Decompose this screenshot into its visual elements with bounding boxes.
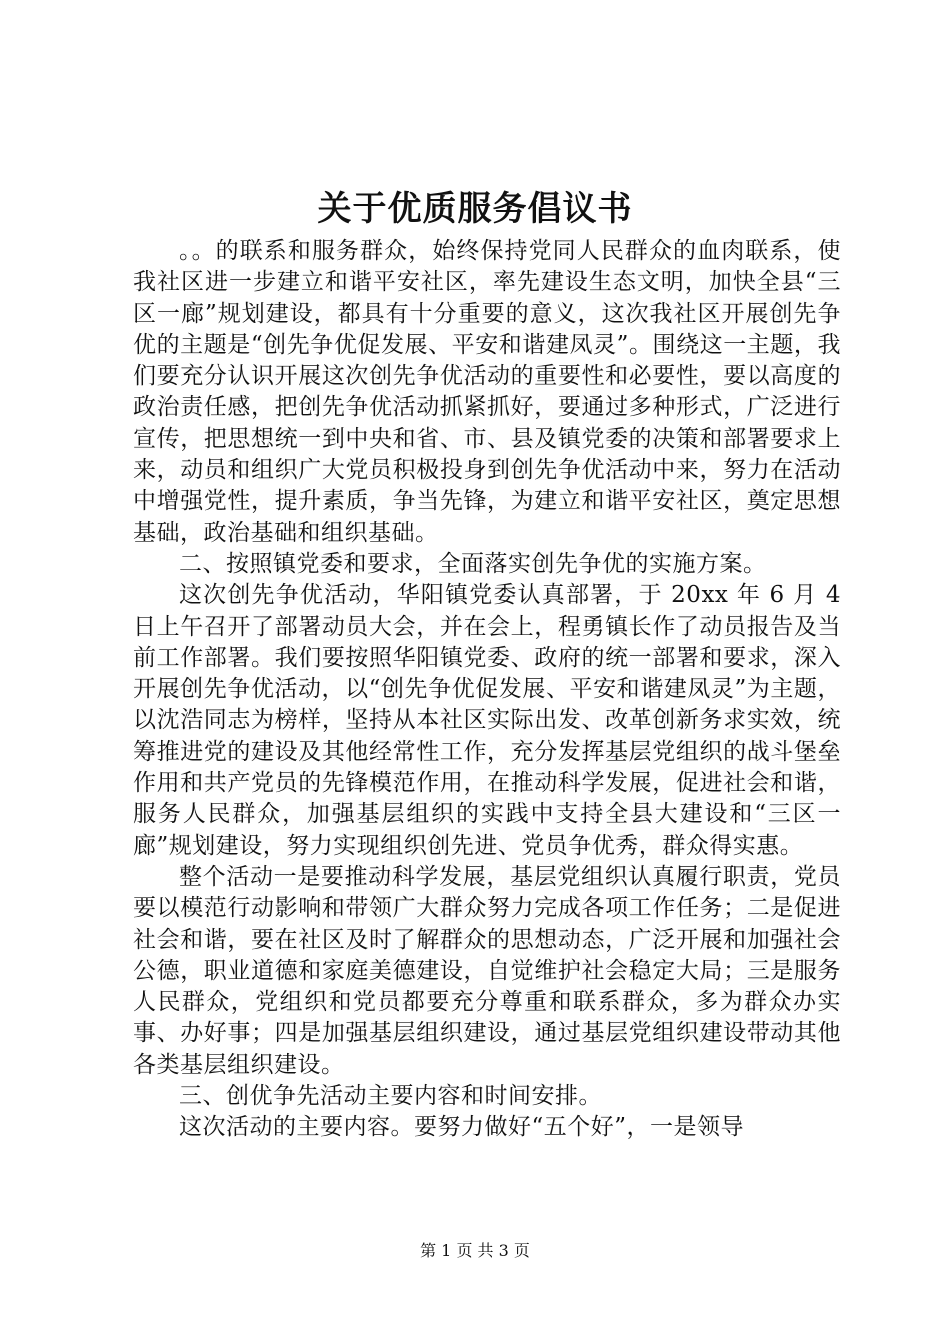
paragraph-6: 这次活动的主要内容。要努力做好“五个好”，一是领导 [179, 1114, 745, 1141]
paragraph-1: 。。的联系和服务群众，始终保持党同人民群众的血肉联系，使我社区进一步建立和谐平安社区，率先建设生态文明，加快全县“三区一廊”规划建设，都具有十分重要的意义，这次我社区开展创先争优的主题是“创先争优促发展、平安和谐建凤灵”。围绕这一主题，我们要充分认识开展这次创先争优活动的重要性和必要性，要以高度的政治责任感，把创先争优活动抓紧抓好，要通过多种形式，广泛进行宣传，把思想统一到中央和省、市、县及镇党委的决策和部署要求上来，动员和组织广大党员积极投身到创先争优活动中来，努力在活动中增强党性，提升素质，争当先锋，为建立和谐平安社区，奠定思想基础，政治基础和组织基础。 [133, 238, 841, 546]
paragraph-4: 整个活动一是要推动科学发展，基层党组织认真履行职责，党员要以模范行动影响和带领广大群众努力完成各项工作任务；二是促进社会和谐，要在社区及时了解群众的思想动态，广泛开展和加强社会公德，职业道德和家庭美德建设，自觉维护社会稳定大局；三是服务人民群众，党组织和党员都要充分尊重和联系群众，多为群众办实事、办好事；四是加强基层组织建设，通过基层党组织建设带动其他各类基层组织建设。 [133, 863, 841, 1078]
document-body [133, 236, 841, 1144]
paragraph-5-heading: 三、创优争先活动主要内容和时间安排。 [179, 1083, 602, 1110]
page-footer: 第 1 页 共 3 页 [420, 1241, 530, 1260]
paragraph-2-heading: 二、按照镇党委和要求，全面落实创先争优的实施方案。 [179, 550, 767, 577]
paragraph-3: 这次创先争优活动，华阳镇党委认真部署，于 20xx 年 6 月 4 日上午召开了部署动员大会，并在会上，程勇镇长作了动员报告及当前工作部署。我们要按照华阳镇党委、政府的统一部署和要求，深入开展创先争优活动，以“创先争优促发展、平安和谐建凤灵”为主题，以沈浩同志为榜样，坚持从本社区实际出发、改革创新务求实效，统筹推进党的建设及其他经常性工作，充分发挥基层党组织的战斗堡垒作用和共产党员的先锋模范作用，在推动科学发展，促进社会和谐，服务人民群众，加强基层组织的实践中支持全县大建设和“三区一廊”规划建设，努力实现组织创先进、党员争优秀，群众得实惠。 [133, 582, 841, 859]
document-title: 关于优质服务倡议书 [317, 189, 633, 229]
